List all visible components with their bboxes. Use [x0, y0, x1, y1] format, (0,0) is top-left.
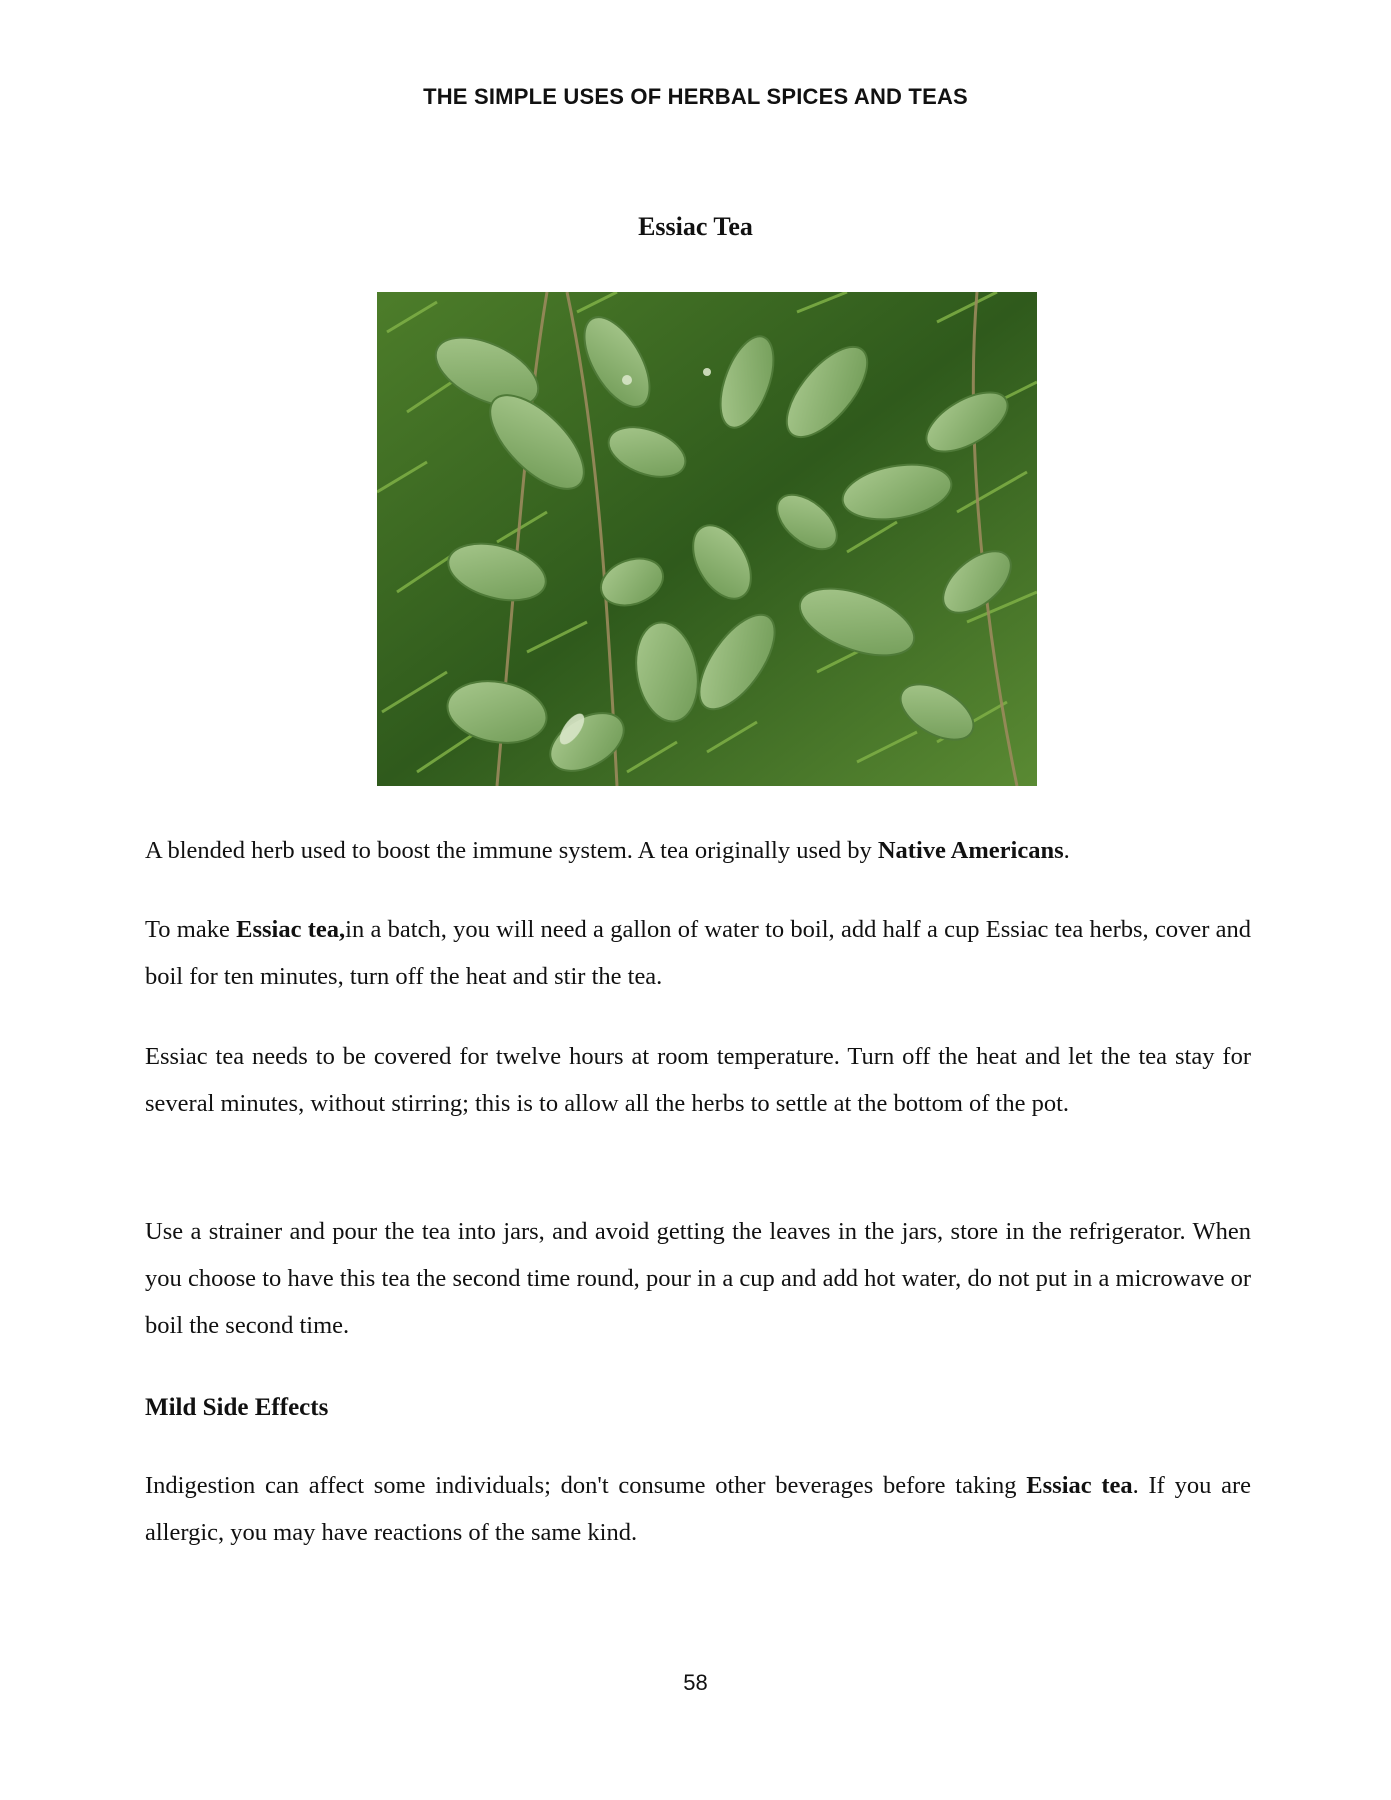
page-title: Essiac Tea: [638, 212, 753, 241]
paragraph-text: . If you are allergic, you may have reactions of the same kind.: [145, 1472, 1251, 1546]
emphasis-text: Native Americans: [877, 837, 1064, 864]
paragraph-text: Indigestion can affect some individuals; don't consume other beverages before taking: [145, 1472, 1027, 1499]
herb-leaves-icon: [377, 292, 1037, 786]
paragraph-preparation: [145, 906, 1251, 1000]
paragraph-text: in a batch, you will need a gallon of water to boil, add half a cup Essiac tea herbs, cover and boil for ten minutes, turn off the heat and stir the tea.: [145, 916, 1252, 990]
paragraph-side-effects: [145, 1462, 1251, 1556]
herb-photo: [377, 292, 1037, 786]
page-number: 58: [683, 1670, 708, 1695]
paragraph-text: To make: [145, 916, 237, 943]
paragraph-text: A blended herb used to boost the immune system. A tea originally used by: [145, 837, 878, 864]
paragraph-text: .: [1063, 837, 1070, 864]
running-header: THE SIMPLE USES OF HERBAL SPICES AND TEAS: [423, 84, 968, 109]
paragraph-intro: [145, 827, 1251, 874]
paragraph-storage: Use a strainer and pour the tea into jars, and avoid getting the leaves in the jars, store in the refrigerator. When you choose to have this tea the second time round, pour in a cup and add hot water, do not put in a microwave or boil the second time.: [145, 1218, 1251, 1339]
emphasis-text: Essiac tea: [1026, 1472, 1133, 1499]
emphasis-text: Essiac tea,: [236, 916, 346, 943]
section-heading: Mild Side Effects: [145, 1394, 329, 1421]
paragraph-steeping: Essiac tea needs to be covered for twelve hours at room temperature. Turn off the heat and let the tea stay for several minutes, without stirring; this is to allow all the herbs to settle at the bottom of the pot.: [145, 1043, 1251, 1117]
